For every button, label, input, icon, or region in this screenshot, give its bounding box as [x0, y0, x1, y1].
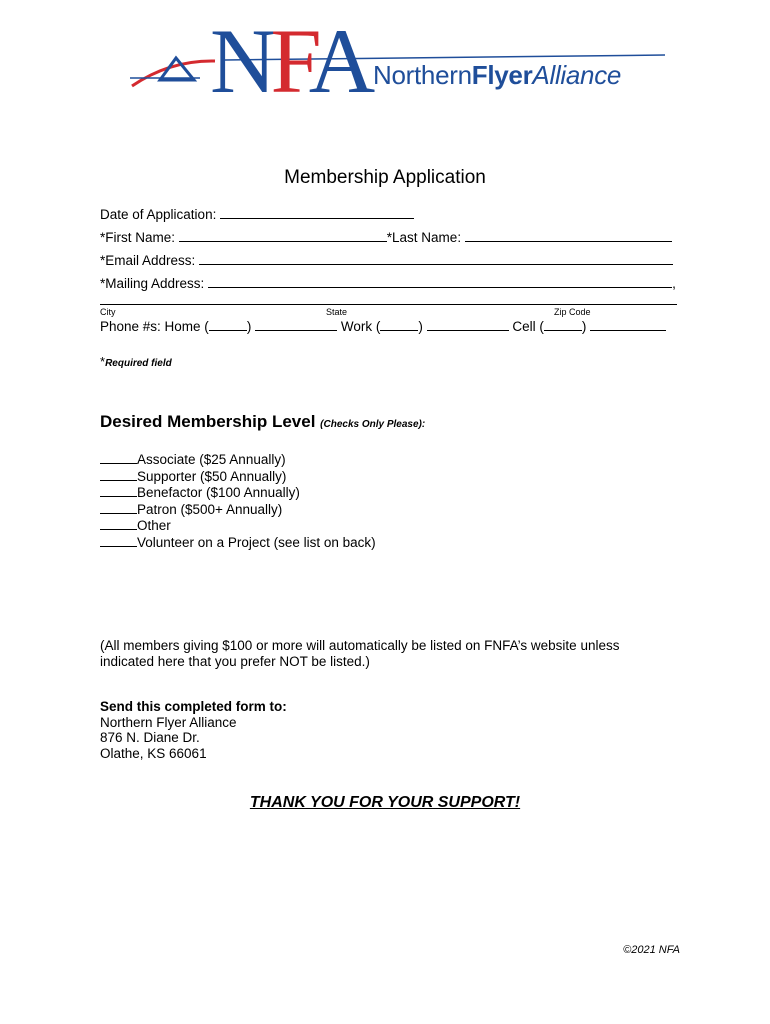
listing-note: [100, 638, 700, 670]
brand-part-2: Flyer: [471, 60, 533, 90]
required-text: Required field: [105, 358, 172, 369]
work-area-code-field[interactable]: [380, 318, 418, 331]
mailing-field[interactable]: [208, 275, 672, 288]
level-label: Volunteer on a Project (see list on back): [137, 534, 376, 550]
email-field[interactable]: [199, 252, 673, 265]
send-city: Olathe, KS 66061: [100, 745, 207, 761]
level-volunteer: [100, 534, 376, 551]
home-paren-close: ): [246, 319, 252, 334]
copyright: ©2021 NFA: [623, 944, 680, 956]
cell-phone-field[interactable]: [590, 318, 666, 331]
work-label: Work (: [340, 319, 381, 334]
brand-name: [373, 60, 621, 91]
mailing-row: [100, 275, 676, 291]
phone-label: Phone #s: Home (: [100, 319, 209, 334]
cell-area-code-field[interactable]: [544, 318, 582, 331]
logo-letter-n: N: [210, 10, 271, 112]
level-checkbox[interactable]: [100, 501, 137, 514]
level-label: Supporter ($50 Annually): [137, 468, 287, 484]
level-checkbox[interactable]: [100, 534, 137, 547]
page-title: Membership Application: [284, 167, 486, 188]
logo-letter-a: A: [308, 10, 370, 112]
state-caption: State: [326, 307, 348, 317]
date-row: [100, 206, 414, 222]
mailing-comma: ,: [672, 276, 676, 291]
level-benefactor: [100, 484, 376, 501]
level-label: Benefactor ($100 Annually): [137, 485, 300, 501]
zip-caption: Zip Code: [554, 307, 591, 317]
thank-you-message: THANK YOU FOR YOUR SUPPORT!: [249, 794, 521, 811]
send-street: 876 N. Diane Dr.: [100, 730, 200, 746]
logo-letters: [210, 10, 370, 112]
work-paren-close: ): [418, 319, 423, 334]
level-checkbox[interactable]: [100, 517, 137, 530]
brand-part-1: Northern: [373, 60, 472, 90]
membership-levels: [100, 451, 376, 551]
last-name-label: *Last Name:: [386, 230, 462, 245]
send-org-name: Northern Flyer Alliance: [100, 714, 237, 730]
level-supporter: [100, 468, 376, 485]
cell-label: Cell (: [512, 319, 544, 334]
required-star: *: [100, 354, 106, 369]
membership-heading-text: Desired Membership Level: [100, 412, 316, 431]
phone-row: [100, 318, 666, 334]
brand-part-3: Alliance: [532, 60, 622, 90]
mailing-label: *Mailing Address:: [100, 276, 205, 291]
listing-note-line-1: (All members giving $100 or more will automatically be listed on FNFA’s website unless: [100, 638, 620, 653]
send-heading: Send this completed form to:: [100, 699, 287, 714]
level-label: Associate ($25 Annually): [137, 452, 286, 467]
listing-note-line-2: indicated here that you prefer NOT be listed.): [100, 654, 370, 669]
home-phone-field[interactable]: [255, 318, 337, 331]
cell-paren-close: ): [581, 319, 587, 334]
name-row: [100, 229, 672, 245]
city-state-zip-field[interactable]: [100, 304, 677, 305]
level-associate: [100, 451, 376, 468]
level-patron: [100, 501, 376, 518]
level-checkbox[interactable]: [100, 451, 137, 464]
membership-heading-note: (Checks Only Please):: [320, 419, 426, 430]
email-label: *Email Address:: [100, 253, 196, 268]
email-row: [100, 252, 673, 268]
date-field[interactable]: [220, 206, 414, 219]
level-checkbox[interactable]: [100, 468, 137, 481]
mailing-instructions: [100, 699, 287, 761]
work-phone-field[interactable]: [427, 318, 509, 331]
required-note: [100, 354, 172, 369]
last-name-field[interactable]: [465, 229, 672, 242]
level-checkbox[interactable]: [100, 484, 137, 497]
home-area-code-field[interactable]: [209, 318, 247, 331]
level-label: Other: [137, 518, 171, 534]
membership-heading: [100, 412, 425, 432]
first-name-label: *First Name:: [100, 230, 176, 245]
level-other: [100, 517, 376, 534]
city-caption: City: [100, 307, 116, 317]
first-name-field[interactable]: [179, 229, 387, 242]
logo-letter-f: F: [270, 10, 309, 112]
level-label: Patron ($500+ Annually): [137, 501, 283, 517]
date-label: Date of Application:: [100, 207, 217, 222]
